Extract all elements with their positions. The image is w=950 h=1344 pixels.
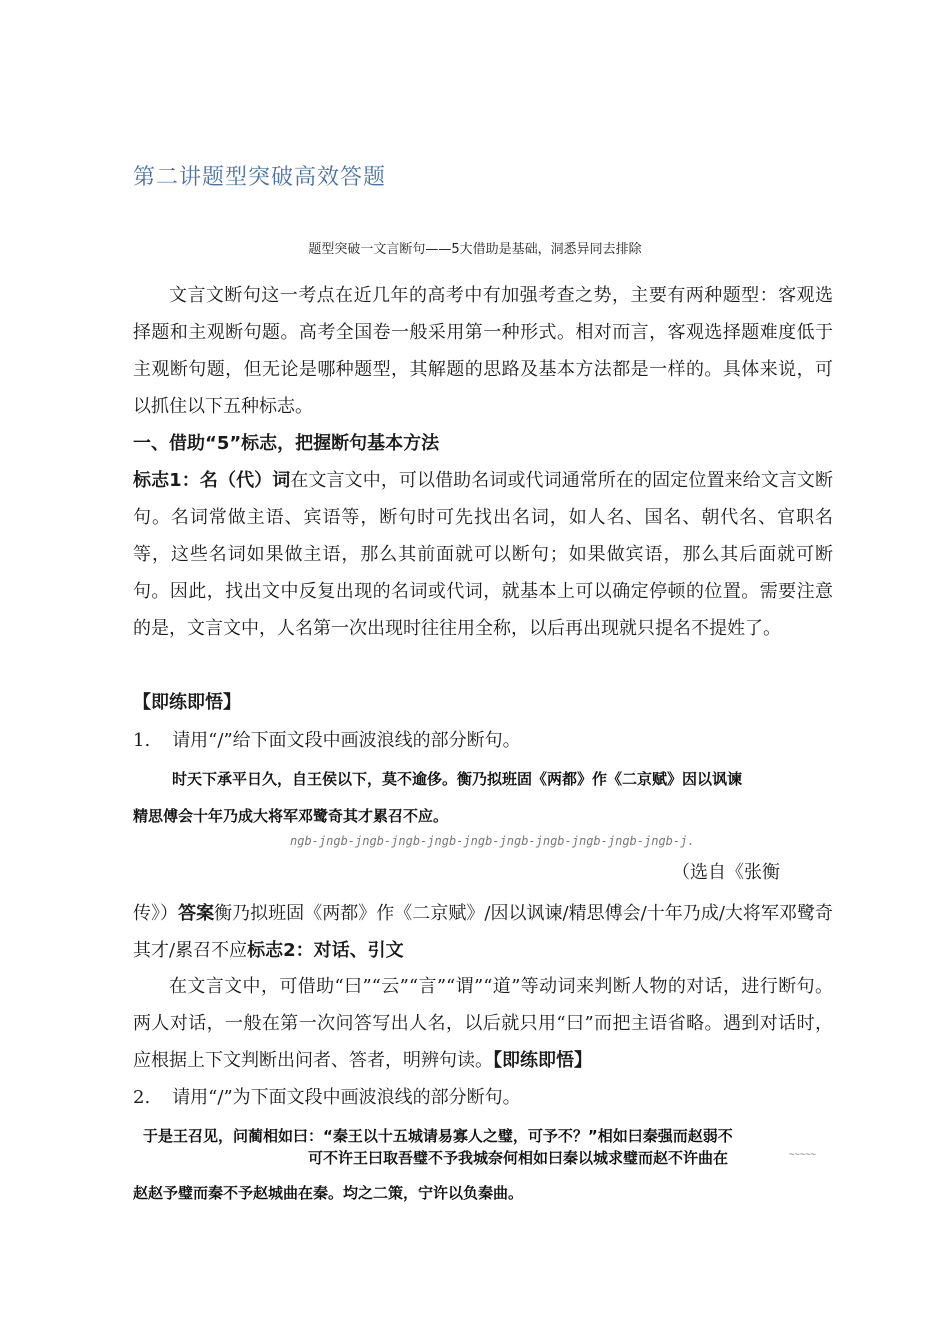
q2-number: 2. bbox=[133, 1087, 151, 1108]
question-1 bbox=[133, 722, 833, 759]
mark2-text: 在文言文中，可借助“曰”“云”“言”“谓”“道”等动词来判断人物的对话，进行断句。两人对话，一般在第一次问答写出人名，以后就只用“曰”而把主语省略。遇到对话时，应根据上下文判断出问者、答者，明辨句读。 bbox=[133, 976, 833, 1071]
page-title: 第二讲题型突破高效答题 bbox=[133, 165, 387, 190]
mark1-rest: 言文断句。名词常做主语、宾语等，断句时可先找出名词，如人名、国名、朝代名、官职名等，这些名词如果做主语，那么其前面就可以断句；如果做宾语，那么其后面就可断句。因此，找出文中反复出现的名词或代词，就基本上可以确定停顿的位置。需要注意的是，文言文中，人名第一次出现时往往用全称，以后再出现就只提名不提姓了。 bbox=[133, 470, 834, 639]
q1-source-start: （选自《张衡 bbox=[672, 862, 780, 883]
q2-passage-line2: 可不许王曰取吾璧不予我城奈何相如曰秦以城求璧而赵不许曲在 bbox=[308, 1149, 729, 1167]
answer-line2: 邓鹭奇其才/累召不应 bbox=[133, 903, 834, 961]
q1-answer bbox=[133, 895, 833, 969]
section1-heading: 一、借助“5”标志，把握断句基本方法 bbox=[133, 433, 440, 454]
mark1-label: 标志1：名（代）词 bbox=[133, 470, 291, 491]
practice-label: 【即练即悟】 bbox=[133, 692, 241, 713]
practice-label-2: 【即练即悟】 bbox=[493, 1050, 592, 1071]
mark2-paragraph bbox=[133, 968, 833, 1079]
q1-source-end: 传》） bbox=[133, 903, 179, 924]
mark1-line1: 在文言文中，可以借助名词或代词通常所在的固定位置来给文 bbox=[290, 470, 779, 491]
q1-passage-line1: 时天下承平日久，自王侯以下，莫不逾侈。衡乃拟班固《两都》作《二京赋》因以讽谏 bbox=[172, 770, 743, 788]
question-2 bbox=[133, 1079, 833, 1116]
q1-prompt: 请用“/”给下面文段中画波浪线的部分断句。 bbox=[172, 730, 521, 751]
intro-text: 文言文断句这一考点在近几年的高考中有加强考查之势，主要有两种题型：客观选择题和主观断句题。高考全国卷一般采用第一种形式。相对而言，客观选择题难度低于主观断句题，但无论是哪种题型，其解题的思路及基本方法都是一样的。具体来说，可以抓住以下五种标志。 bbox=[133, 285, 833, 417]
subtitle: 题型突破一文言断句——5大借助是基础，洞悉异同去排除 bbox=[308, 242, 642, 257]
q2-wavy-underline: ~~~~~ bbox=[789, 1150, 817, 1160]
q2-passage-line3: 赵赵予璧而秦不予赵城曲在秦。均之二策，宁许以负秦曲。 bbox=[133, 1184, 524, 1202]
section-heading bbox=[133, 425, 833, 462]
practice-heading-1 bbox=[133, 684, 833, 721]
q2-passage-line1: 于是王召见，问蔺相如曰：“秦王以十五城请易寡人之璧，可予不？”相如曰秦强而赵弱不 bbox=[143, 1127, 733, 1145]
answer-label: 答案 bbox=[178, 903, 215, 924]
q1-wavy-underline: ngb-jngb-jngb-jngb-jngb-jngb-jngb-jngb-jngb-jngb-jngb-j. bbox=[290, 834, 695, 848]
mark1-paragraph bbox=[133, 462, 833, 647]
intro-paragraph bbox=[133, 277, 833, 425]
q1-passage-line2: 精思傅会十年乃成大将军邓鹭奇其才累召不应。 bbox=[133, 807, 449, 825]
answer-line1: 衡乃拟班固《两都》作《二京赋》/因以讽谏/精思傅会/十年乃成/大将军 bbox=[214, 903, 779, 924]
q1-number: 1. bbox=[133, 730, 151, 751]
mark2-label: 标志2：对话、引文 bbox=[247, 940, 404, 961]
q2-prompt: 请用“/”为下面文段中画波浪线的部分断句。 bbox=[172, 1087, 521, 1108]
